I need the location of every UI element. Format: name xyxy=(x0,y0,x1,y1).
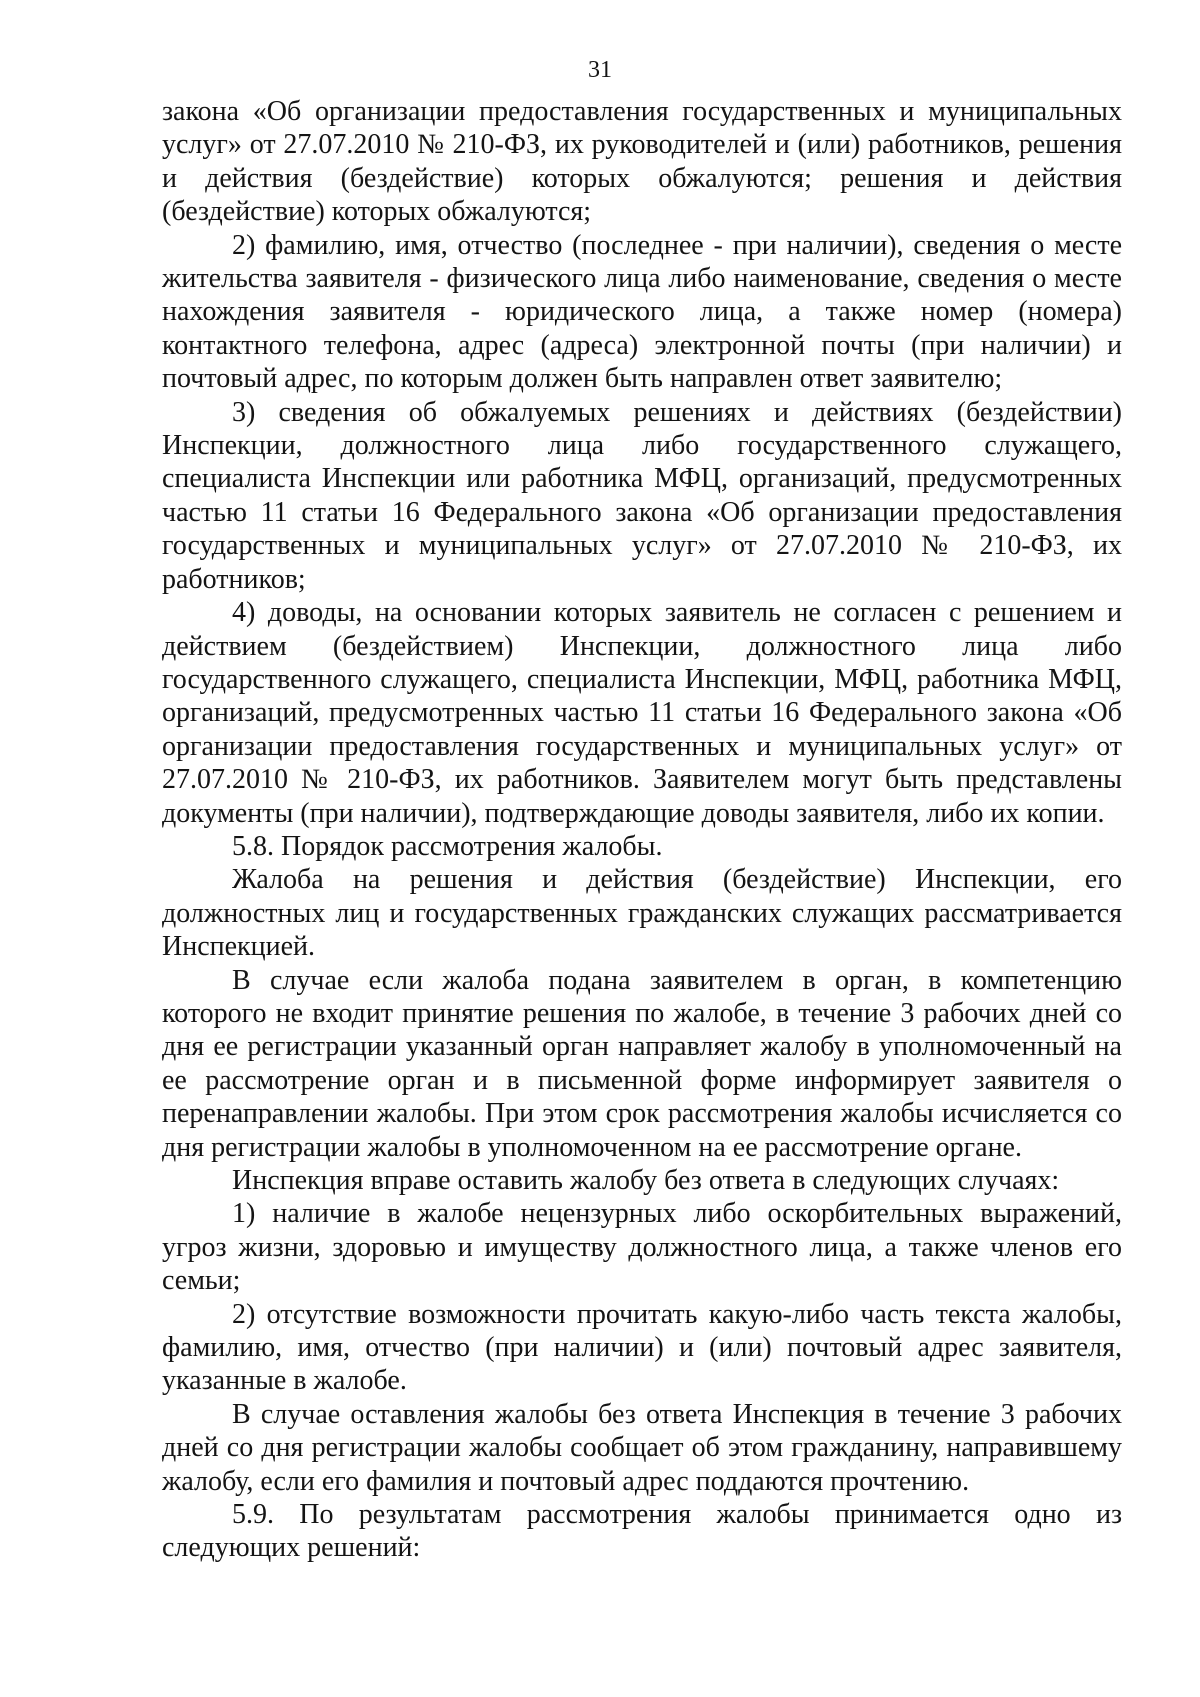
paragraph-item-2: 2) фамилию, имя, отчество (последнее - при наличии), сведения о месте жительства заявителя - физического лица либо наименование, сведения о месте нахождения заявителя - юридического лица, а также номер (номера) контактного телефона, адрес (адреса) электронной почты (при наличии) и почтовый адрес, по которым должен быть направлен ответ заявителю; xyxy=(162,229,1122,395)
document-body xyxy=(162,95,1122,1565)
paragraph-complaint-review: Жалоба на решения и действия (бездействие) Инспекции, его должностных лиц и государственных гражданских служащих рассматривается Инспекцией. xyxy=(162,864,1122,963)
section-heading-5-8: 5.8. Порядок рассмотрения жалобы. xyxy=(232,830,663,862)
paragraph-no-answer-cases: Инспекция вправе оставить жалобу без ответа в следующих случаях: xyxy=(232,1165,1060,1196)
page-number: 31 xyxy=(588,57,612,83)
paragraph-redirection: В случае если жалоба подана заявителем в орган, в компетенцию которого не входит принятие решения по жалобе, в течение 3 рабочих дней со дня ее регистрации указанный орган направляет жалобу в уполномоченный на ее рассмотрение орган и в письменной форме информирует заявителя о перенаправлении жалобы. При этом срок рассмотрения жалобы исчисляется со дня регистрации жалобы в уполномоченном на ее рассмотрение органе. xyxy=(162,964,1122,1163)
paragraph-case-2: 2) отсутствие возможности прочитать какую-либо часть текста жалобы, фамилию, имя, отчество (при наличии) и (или) почтовый адрес заявителя, указанные в жалобе. xyxy=(162,1298,1122,1397)
paragraph-item-3: 3) сведения об обжалуемых решениях и действиях (бездействии) Инспекции, должностного лица либо государственного служащего, специалиста Инспекции или работника МФЦ, организаций, предусмотренных частью 11 статьи 16 Федерального закона «Об организации предоставления государственных и муниципальных услуг» от 27.07.2010 № 210-ФЗ, их работников; xyxy=(162,396,1122,595)
paragraph-item-4: 4) доводы, на основании которых заявитель не согласен с решением и действием (бездействием) Инспекции, должностного лица либо государственного служащего, специалиста Инспекции, МФЦ, работника МФЦ, организаций, предусмотренных частью 11 статьи 16 Федерального закона «Об организации предоставления государственных и муниципальных услуг» от 27.07.2010 № 210-ФЗ, их работников. Заявителем могут быть представлены документы (при наличии), подтверждающие доводы заявителя, либо их копии. xyxy=(162,597,1122,829)
paragraph-law-reference: закона «Об организации предоставления государственных и муниципальных услуг» от 27.07.2010 № 210-ФЗ, их руководителей и (или) работников, решения и действия (бездействие) которых обжалуются; решения и действия (бездействие) которых обжалуются; xyxy=(162,96,1122,228)
paragraph-notification: В случае оставления жалобы без ответа Инспекция в течение 3 рабочих дней со дня регистрации жалобы сообщает об этом гражданину, направившему жалобу, если его фамилия и почтовый адрес поддаются прочтению. xyxy=(162,1398,1122,1497)
paragraph-case-1: 1) наличие в жалобе нецензурных либо оскорбительных выражений, угроз жизни, здоровью и имуществу должностного лица, а также членов его семьи; xyxy=(162,1198,1122,1297)
section-heading-5-9: 5.9. По результатам рассмотрения жалобы принимается одно из следующих решений: xyxy=(162,1499,1122,1564)
